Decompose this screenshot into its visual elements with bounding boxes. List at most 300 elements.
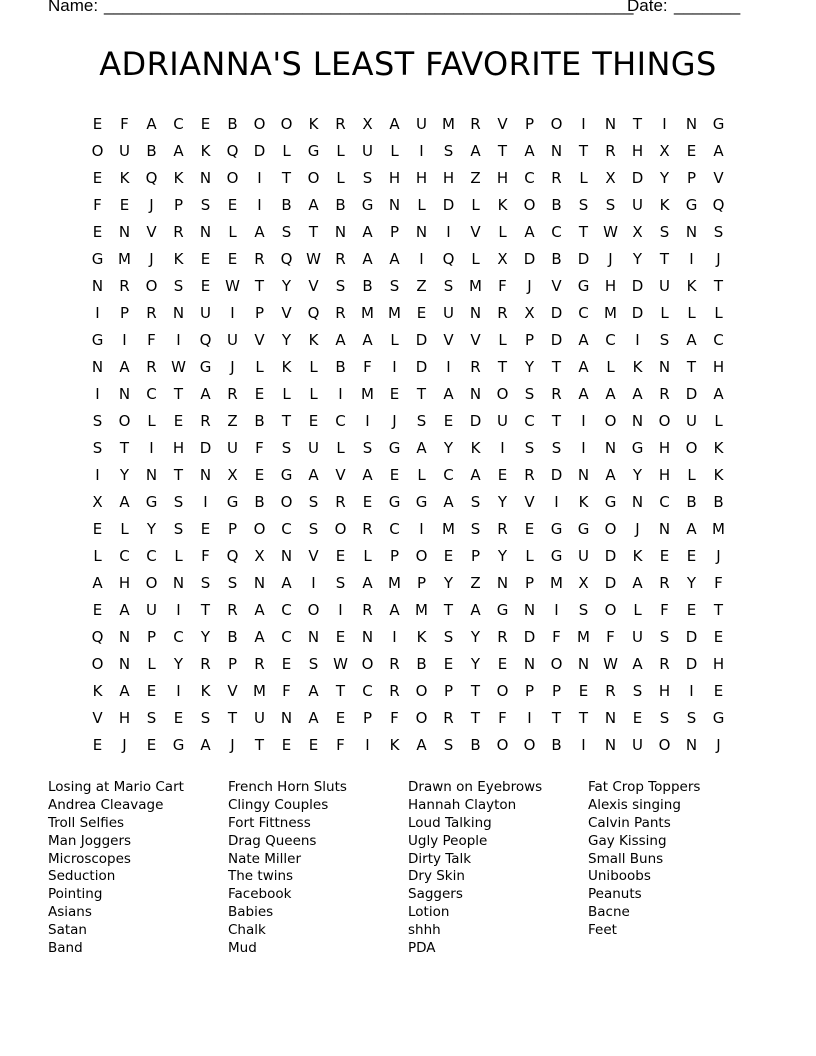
grid-letter: S <box>659 709 670 727</box>
grid-letter: K <box>173 250 184 268</box>
grid-letter: L <box>93 547 102 565</box>
grid-letter: O <box>604 601 617 619</box>
grid-letter: N <box>604 709 617 727</box>
grid-letter: O <box>253 520 266 538</box>
grid-letter: E <box>92 736 103 754</box>
grid-letter: V <box>146 223 157 241</box>
grid-letter: S <box>173 277 184 295</box>
grid-letter: A <box>389 250 400 268</box>
grid-letter: D <box>685 385 698 403</box>
grid-letter: R <box>173 223 184 241</box>
grid-letter: W <box>171 358 186 376</box>
grid-letter: G <box>550 520 563 538</box>
grid-letter: L <box>282 142 291 160</box>
grid-letter: I <box>581 115 586 133</box>
grid-letter: E <box>200 115 211 133</box>
grid-letter: X <box>524 304 535 322</box>
grid-letter: T <box>281 412 292 430</box>
grid-letter: S <box>92 439 103 457</box>
grid-letter: K <box>92 682 103 700</box>
grid-letter: W <box>603 655 618 673</box>
grid-letter: X <box>92 493 103 511</box>
grid-letter: I <box>446 223 451 241</box>
word-list-item: Seduction <box>48 868 116 885</box>
grid-letter: V <box>227 682 238 700</box>
grid-letter: L <box>120 520 129 538</box>
grid-letter: S <box>470 493 481 511</box>
grid-letter: J <box>716 547 721 565</box>
grid-letter: V <box>551 277 562 295</box>
grid-letter: H <box>631 142 644 160</box>
grid-letter: M <box>361 304 374 322</box>
grid-letter: Q <box>442 250 455 268</box>
grid-letter: D <box>550 466 563 484</box>
grid-letter: Q <box>280 250 293 268</box>
grid-letter: C <box>146 547 157 565</box>
grid-letter: E <box>281 655 292 673</box>
grid-letter: J <box>716 736 721 754</box>
grid-letter: A <box>146 115 157 133</box>
grid-letter: K <box>578 493 589 511</box>
grid-letter: N <box>658 358 671 376</box>
grid-letter: A <box>632 574 643 592</box>
grid-letter: I <box>95 466 100 484</box>
grid-letter: V <box>92 709 103 727</box>
grid-letter: A <box>119 493 130 511</box>
grid-letter: A <box>119 358 130 376</box>
grid-letter: T <box>578 142 589 160</box>
grid-letter: N <box>577 655 590 673</box>
grid-letter: A <box>92 574 103 592</box>
grid-letter: O <box>550 115 563 133</box>
grid-letter: B <box>281 196 292 214</box>
grid-letter: G <box>226 493 239 511</box>
grid-letter: A <box>308 196 319 214</box>
grid-letter: P <box>686 169 697 187</box>
grid-letter: J <box>149 250 154 268</box>
grid-letter: R <box>497 520 508 538</box>
grid-letter: N <box>307 628 320 646</box>
grid-letter: U <box>200 304 211 322</box>
grid-letter: S <box>281 223 292 241</box>
grid-letter: A <box>200 385 211 403</box>
grid-letter: S <box>92 412 103 430</box>
grid-letter: Y <box>524 358 535 376</box>
grid-letter: R <box>605 142 616 160</box>
grid-letter: P <box>389 547 400 565</box>
grid-letter: N <box>172 574 185 592</box>
grid-letter: H <box>442 169 455 187</box>
word-list-item: Peanuts <box>588 886 642 903</box>
grid-letter: E <box>389 466 400 484</box>
grid-letter: A <box>362 250 373 268</box>
grid-letter: S <box>173 520 184 538</box>
grid-letter: K <box>200 142 211 160</box>
grid-letter: T <box>335 682 346 700</box>
grid-letter: D <box>604 547 617 565</box>
grid-letter: K <box>308 115 319 133</box>
word-list-item: Loud Talking <box>408 814 492 831</box>
grid-letter: T <box>551 358 562 376</box>
grid-letter: A <box>362 574 373 592</box>
grid-letter: H <box>712 358 725 376</box>
grid-letter: G <box>145 493 158 511</box>
grid-letter: B <box>416 655 427 673</box>
grid-letter: Q <box>91 628 104 646</box>
grid-letter: G <box>712 709 725 727</box>
grid-letter: O <box>604 412 617 430</box>
grid-letter: O <box>307 601 320 619</box>
grid-letter: D <box>685 655 698 673</box>
grid-letter: E <box>173 709 184 727</box>
grid-letter: J <box>716 250 721 268</box>
grid-letter: E <box>389 385 400 403</box>
grid-letter: M <box>415 601 428 619</box>
header-line <box>48 0 748 20</box>
grid-letter: G <box>496 601 509 619</box>
grid-letter: B <box>335 196 346 214</box>
grid-letter: L <box>498 223 507 241</box>
grid-letter: A <box>578 358 589 376</box>
grid-letter: D <box>415 331 428 349</box>
grid-letter: V <box>308 547 319 565</box>
grid-letter: X <box>605 169 616 187</box>
grid-letter: N <box>118 223 131 241</box>
grid-letter: F <box>660 601 669 619</box>
grid-letter: O <box>145 574 158 592</box>
grid-letter: E <box>713 682 724 700</box>
grid-letter: E <box>92 115 103 133</box>
word-list <box>48 779 768 958</box>
grid-letter: J <box>230 358 235 376</box>
grid-letter: R <box>605 682 616 700</box>
grid-letter: N <box>415 223 428 241</box>
word-column <box>48 779 228 958</box>
grid-letter: H <box>604 277 617 295</box>
grid-letter: A <box>686 520 697 538</box>
grid-letter: O <box>415 682 428 700</box>
grid-letter: V <box>713 169 724 187</box>
grid-letter: E <box>686 547 697 565</box>
grid-letter: C <box>443 466 454 484</box>
grid-letter: Z <box>416 277 427 295</box>
grid-letter: P <box>119 304 130 322</box>
grid-letter: O <box>280 493 293 511</box>
grid-letter: I <box>257 169 262 187</box>
grid-letter: G <box>685 196 698 214</box>
grid-letter: L <box>147 412 156 430</box>
word-list-item: Feet <box>588 922 617 939</box>
grid-letter: S <box>659 223 670 241</box>
grid-letter: J <box>392 412 397 430</box>
grid-letter: F <box>147 331 156 349</box>
grid-letter: U <box>416 115 427 133</box>
word-list-item: Clingy Couples <box>228 796 329 813</box>
grid-letter: O <box>118 412 131 430</box>
grid-letter: E <box>200 520 211 538</box>
grid-letter: S <box>227 574 238 592</box>
grid-letter: C <box>173 115 184 133</box>
grid-letter: R <box>497 628 508 646</box>
grid-letter: U <box>443 304 454 322</box>
date-label: Date: <box>627 0 668 15</box>
grid-letter: N <box>118 385 131 403</box>
grid-letter: B <box>146 142 157 160</box>
grid-letter: Y <box>443 439 454 457</box>
grid-letter: T <box>578 709 589 727</box>
grid-letter: E <box>416 304 427 322</box>
grid-letter: S <box>308 655 319 673</box>
grid-letter: U <box>632 736 643 754</box>
word-list-item: Asians <box>48 904 92 921</box>
grid-letter: U <box>119 142 130 160</box>
grid-letter: T <box>443 601 454 619</box>
grid-letter: K <box>497 196 508 214</box>
word-list-item: Babies <box>228 904 274 921</box>
grid-letter: K <box>713 466 724 484</box>
grid-letter: B <box>551 196 562 214</box>
word-list-item: Drag Queens <box>228 832 317 849</box>
grid-letter: I <box>419 520 424 538</box>
grid-letter: T <box>497 358 508 376</box>
grid-letter: A <box>335 331 346 349</box>
grid-letter: Y <box>632 250 643 268</box>
grid-letter: R <box>335 304 346 322</box>
grid-letter: G <box>577 520 590 538</box>
grid-letter: R <box>254 655 265 673</box>
grid-letter: A <box>470 142 481 160</box>
grid-letter: L <box>390 331 399 349</box>
grid-letter: Y <box>200 628 211 646</box>
grid-letter: N <box>523 601 536 619</box>
grid-letter: S <box>443 628 454 646</box>
grid-letter: A <box>308 682 319 700</box>
grid-letter: M <box>604 304 617 322</box>
word-list-item: Dry Skin <box>408 868 465 885</box>
grid-letter: K <box>686 277 697 295</box>
grid-letter: S <box>362 169 373 187</box>
grid-letter: T <box>551 709 562 727</box>
grid-letter: O <box>658 736 671 754</box>
grid-letter: K <box>389 736 400 754</box>
grid-letter: A <box>713 385 724 403</box>
grid-letter: I <box>581 736 586 754</box>
grid-letter: M <box>118 250 131 268</box>
grid-letter: O <box>523 196 536 214</box>
word-list-item: Gay Kissing <box>588 832 667 849</box>
grid-letter: E <box>497 466 508 484</box>
grid-letter: S <box>335 574 346 592</box>
grid-letter: O <box>91 655 104 673</box>
grid-letter: R <box>335 115 346 133</box>
grid-letter: T <box>281 169 292 187</box>
grid-letter: T <box>659 250 670 268</box>
grid-letter: A <box>281 574 292 592</box>
grid-letter: I <box>257 196 262 214</box>
grid-letter: O <box>253 115 266 133</box>
grid-letter: Q <box>226 142 239 160</box>
grid-letter: Y <box>146 520 157 538</box>
grid-letter: P <box>227 520 238 538</box>
grid-letter: X <box>578 574 589 592</box>
word-list-item: Fort Fittness <box>228 814 311 831</box>
grid-letter: U <box>497 412 508 430</box>
grid-letter: A <box>389 601 400 619</box>
grid-letter: I <box>338 385 343 403</box>
word-list-item: Dirty Talk <box>408 850 472 867</box>
grid-letter: L <box>228 223 237 241</box>
word-list-item: Pointing <box>48 886 103 903</box>
grid-letter: E <box>443 412 454 430</box>
grid-letter: G <box>307 142 320 160</box>
grid-letter: M <box>253 682 266 700</box>
grid-letter: X <box>497 250 508 268</box>
grid-letter: C <box>389 520 400 538</box>
grid-letter: E <box>443 655 454 673</box>
grid-letter: Q <box>145 169 158 187</box>
grid-letter: P <box>416 574 427 592</box>
word-list-item: Alexis singing <box>588 796 681 813</box>
grid-letter: M <box>388 574 401 592</box>
grid-letter: S <box>308 493 319 511</box>
grid-letter: D <box>253 142 266 160</box>
grid-letter: T <box>254 277 265 295</box>
grid-letter: E <box>497 655 508 673</box>
grid-letter: N <box>118 628 131 646</box>
grid-letter: E <box>659 547 670 565</box>
grid-letter: S <box>578 601 589 619</box>
grid-letter: B <box>362 277 373 295</box>
grid-letter: L <box>498 331 507 349</box>
grid-letter: I <box>500 439 505 457</box>
grid-letter: W <box>333 655 348 673</box>
grid-letter: A <box>173 142 184 160</box>
grid-letter: B <box>254 412 265 430</box>
grid-letter: T <box>470 682 481 700</box>
grid-letter: S <box>416 412 427 430</box>
grid-letter: M <box>550 574 563 592</box>
grid-letter: I <box>419 250 424 268</box>
grid-letter: H <box>658 439 671 457</box>
word-column <box>588 779 768 958</box>
grid-letter: I <box>365 412 370 430</box>
grid-letter: I <box>446 358 451 376</box>
word-list-item: Ugly People <box>408 832 488 849</box>
grid-letter: O <box>658 412 671 430</box>
grid-letter: E <box>362 493 373 511</box>
grid-letter: D <box>631 169 644 187</box>
grid-letter: T <box>578 223 589 241</box>
grid-letter: S <box>578 196 589 214</box>
page-title: ADRIANNA'S LEAST FAVORITE THINGS <box>99 45 717 83</box>
word-list-item: Chalk <box>228 922 266 939</box>
grid-letter: T <box>686 358 697 376</box>
grid-letter: R <box>659 574 670 592</box>
grid-letter: I <box>365 736 370 754</box>
grid-letter: G <box>199 358 212 376</box>
grid-letter: T <box>173 385 184 403</box>
grid-letter: A <box>578 331 589 349</box>
grid-letter: U <box>632 196 643 214</box>
grid-letter: E <box>200 250 211 268</box>
grid-letter: V <box>497 115 508 133</box>
grid-letter: F <box>282 682 291 700</box>
grid-letter: O <box>361 655 374 673</box>
grid-letter: R <box>659 655 670 673</box>
grid-letter: Y <box>659 169 670 187</box>
grid-letter: P <box>524 574 535 592</box>
grid-letter: L <box>471 250 480 268</box>
grid-letter: E <box>92 520 103 538</box>
grid-letter: R <box>362 520 373 538</box>
grid-letter: L <box>525 547 534 565</box>
grid-letter: R <box>659 385 670 403</box>
grid-letter: W <box>225 277 240 295</box>
grid-letter: O <box>415 547 428 565</box>
grid-letter: A <box>632 385 643 403</box>
grid-letter: B <box>686 493 697 511</box>
grid-letter: K <box>632 547 643 565</box>
grid-letter: N <box>388 196 401 214</box>
grid-letter: E <box>335 628 346 646</box>
grid-letter: H <box>118 709 131 727</box>
word-list-item: Fat Crop Toppers <box>588 779 701 795</box>
grid-letter: N <box>253 574 266 592</box>
grid-letter: I <box>554 493 559 511</box>
grid-letter: H <box>658 682 671 700</box>
grid-letter: D <box>550 331 563 349</box>
grid-letter: K <box>416 628 427 646</box>
grid-letter: N <box>550 142 563 160</box>
grid-letter: S <box>362 439 373 457</box>
grid-letter: O <box>523 736 536 754</box>
grid-letter: A <box>389 115 400 133</box>
grid-letter: Z <box>470 574 481 592</box>
grid-letter: J <box>527 277 532 295</box>
grid-letter: M <box>388 304 401 322</box>
grid-letter: H <box>118 574 131 592</box>
grid-letter: B <box>713 493 724 511</box>
grid-letter: W <box>306 250 321 268</box>
grid-letter: L <box>714 304 723 322</box>
grid-letter: R <box>146 304 157 322</box>
grid-letter: A <box>308 709 319 727</box>
grid-letter: S <box>389 277 400 295</box>
grid-letter: I <box>176 601 181 619</box>
grid-letter: A <box>362 466 373 484</box>
grid-letter: L <box>660 304 669 322</box>
grid-letter: E <box>524 520 535 538</box>
grid-letter: L <box>471 196 480 214</box>
grid-letter: N <box>685 736 698 754</box>
grid-letter: Y <box>443 574 454 592</box>
word-list-item: PDA <box>408 940 436 957</box>
grid-letter: L <box>336 439 345 457</box>
grid-letter: L <box>417 466 426 484</box>
grid-letter: B <box>335 358 346 376</box>
grid-letter: F <box>498 277 507 295</box>
grid-letter: U <box>362 142 373 160</box>
grid-letter: R <box>389 682 400 700</box>
grid-letter: M <box>442 520 455 538</box>
grid-letter: T <box>416 385 427 403</box>
grid-letter: Y <box>173 655 184 673</box>
grid-letter: R <box>335 493 346 511</box>
grid-letter: D <box>604 574 617 592</box>
grid-letter: U <box>254 709 265 727</box>
grid-letter: K <box>281 358 292 376</box>
grid-letter: A <box>713 142 724 160</box>
